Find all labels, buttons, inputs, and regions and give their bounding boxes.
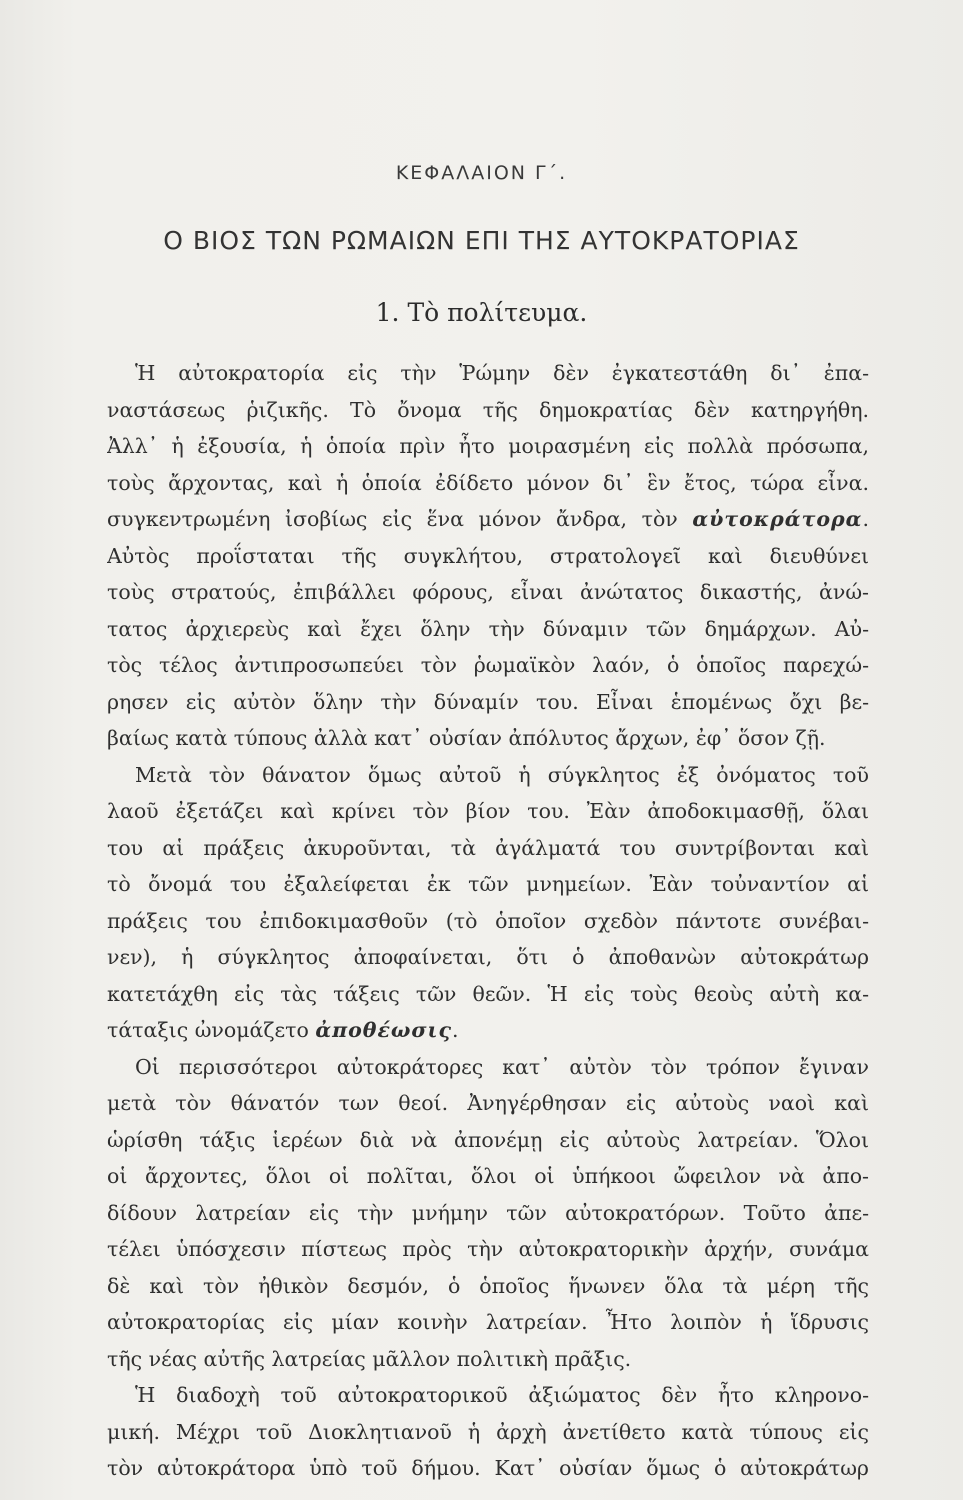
emphasized-term: αὐτοκράτορα <box>692 507 863 531</box>
text-line <box>107 501 869 538</box>
text-line: λαοῦ ἐξετάζει καὶ κρίνει τὸν βίον του. Ἐὰν ἀποδοκιμασθῇ, ὅλαι <box>107 799 869 823</box>
text-line: ρησεν εἰς αὐτὸν ὅλην τὴν δύναμίν του. Εἶναι ἑπομένως ὄχι βε- <box>107 689 869 714</box>
text-segment: . <box>862 507 869 531</box>
text-line: τέλει ὑπόσχεσιν πίστεως πρὸς τὴν αὐτοκρατορικὴν ἀρχήν, συνάμα <box>107 1237 869 1261</box>
text-line: Οἱ περισσότεροι αὐτοκράτορες κατ᾽ αὐτὸν τὸν τρόπον ἔγιναν <box>135 1054 869 1079</box>
text-line: αὐτοκρατορίας εἰς μίαν κοινὴν λατρείαν. Ἦτο λοιπὸν ἡ ἵδρυσις <box>107 1310 869 1334</box>
text-line: τὸς τέλος ἀντιπροσωπεύει τὸν ῥωμαϊκὸν λαόν, ὁ ὁποῖος παρεχώ- <box>107 653 869 677</box>
text-line: Ἀλλ᾽ ἡ ἐξουσία, ἡ ὁποία πρὶν ἦτο μοιρασμένη εἰς πολλὰ πρόσωπα, <box>107 434 869 458</box>
text-line: τὸ ὄνομά του ἐξαλείφεται ἐκ τῶν μνημείων. Ἐὰν τοὐναντίον αἱ <box>107 872 869 896</box>
text-line: Ἡ αὐτοκρατορία εἰς τὴν Ῥώμην δὲν ἐγκατεστάθη δι᾽ ἐπα- <box>135 361 869 385</box>
text-line: ναστάσεως ῥιζικῆς. Τὸ ὄνομα τῆς δημοκρατίας δὲν κατηργήθη. <box>107 397 869 422</box>
text-line: του αἱ πράξεις ἀκυροῦνται, τὰ ἀγάλματά του συντρίβονται καὶ <box>107 835 869 860</box>
chapter-title: Ο ΒΙΟΣ ΤΩΝ ΡΩΜΑΙΩΝ ΕΠΙ ΤΗΣ ΑΥΤΟΚΡΑΤΟΡΙΑΣ <box>163 226 800 255</box>
text-line: πράξεις του ἐπιδοκιμασθοῦν (τὸ ὁποῖον σχεδὸν πάντοτε συνέβαι- <box>107 908 869 933</box>
text-line: τοὺς στρατούς, ἐπιβάλλει φόρους, εἶναι ἀνώτατος δικαστής, ἀνώ- <box>107 580 869 604</box>
text-line: βαίως κατὰ τύπους ἀλλὰ κατ᾽ οὐσίαν ἀπόλυτος ἄρχων, ἐφ᾽ ὅσον ζῇ. <box>107 726 826 750</box>
text-segment: . <box>451 1018 459 1042</box>
text-line: μετὰ τὸν θάνατόν των θεοί. Ἀνηγέρθησαν εἰς αὐτοὺς ναοὶ καὶ <box>107 1091 869 1115</box>
text-line: κατετάχθη εἰς τὰς τάξεις τῶν θεῶν. Ἡ εἰς τοὺς θεοὺς αὐτὴ κα- <box>107 981 869 1006</box>
chapter-label: ΚΕΦΑΛΑΙΟΝ Γ΄. <box>395 162 568 184</box>
text-line: τὸν αὐτοκράτορα ὑπὸ τοῦ δήμου. Κατ᾽ οὐσίαν ὅμως ὁ αὐτοκράτωρ <box>107 1456 869 1480</box>
section-heading: 1. Τὸ πολίτευμα. <box>375 298 588 327</box>
text-segment: τάταξις ὠνομάζετο <box>107 1018 309 1042</box>
text-line: Μετὰ τὸν θάνατον ὅμως αὐτοῦ ἡ σύγκλητος ἐξ ὀνόματος τοῦ <box>135 762 869 787</box>
text-line: οἱ ἄρχοντες, ὅλοι οἱ πολῖται, ὅλοι οἱ ὑπήκοοι ὤφειλον νὰ ἀπο- <box>107 1164 869 1188</box>
text-segment: συγκεντρωμένη ἰσοβίως εἰς ἕνα μόνον ἄνδρα, τὸν <box>107 507 678 531</box>
text-line <box>107 1012 869 1049</box>
text-line: τατος ἀρχιερεὺς καὶ ἔχει ὅλην τὴν δύναμιν τῶν δημάρχων. Αὐ- <box>107 616 869 641</box>
emphasized-term: ἀποθέωσις <box>315 1018 452 1042</box>
body-text <box>107 355 869 1487</box>
text-line: νεν), ἡ σύγκλητος ἀποφαίνεται, ὅτι ὁ ἀποθανὼν αὐτοκράτωρ <box>107 945 869 969</box>
text-line: τοὺς ἄρχοντας, καὶ ἡ ὁποία ἐδίδετο μόνον δι᾽ ἓν ἔτος, τώρα εἶνα. <box>107 470 869 495</box>
text-line: μική. Μέχρι τοῦ Διοκλητιανοῦ ἡ ἀρχὴ ἀνετίθετο κατὰ τύπους εἰς <box>107 1419 869 1444</box>
text-line: ὡρίσθη τάξις ἱερέων διὰ νὰ ἀπονέμῃ εἰς αὐτοὺς λατρείαν. Ὅλοι <box>107 1127 869 1152</box>
text-line: δὲ καὶ τὸν ἠθικὸν δεσμόν, ὁ ὁποῖος ἥνωνεν ὅλα τὰ μέρη τῆς <box>107 1273 869 1298</box>
text-line: τῆς νέας αὐτῆς λατρείας μᾶλλον πολιτικὴ πρᾶξις. <box>107 1346 632 1371</box>
text-line: Αὐτὸς προΐσταται τῆς συγκλήτου, στρατολογεῖ καὶ διευθύνει <box>107 543 869 568</box>
text-line: δίδουν λατρείαν εἰς τὴν μνήμην τῶν αὐτοκρατόρων. Τοῦτο ἀπε- <box>107 1200 869 1225</box>
text-line: Ἡ διαδοχὴ τοῦ αὐτοκρατορικοῦ ἀξιώματος δὲν ἦτο κληρονο- <box>135 1383 869 1407</box>
